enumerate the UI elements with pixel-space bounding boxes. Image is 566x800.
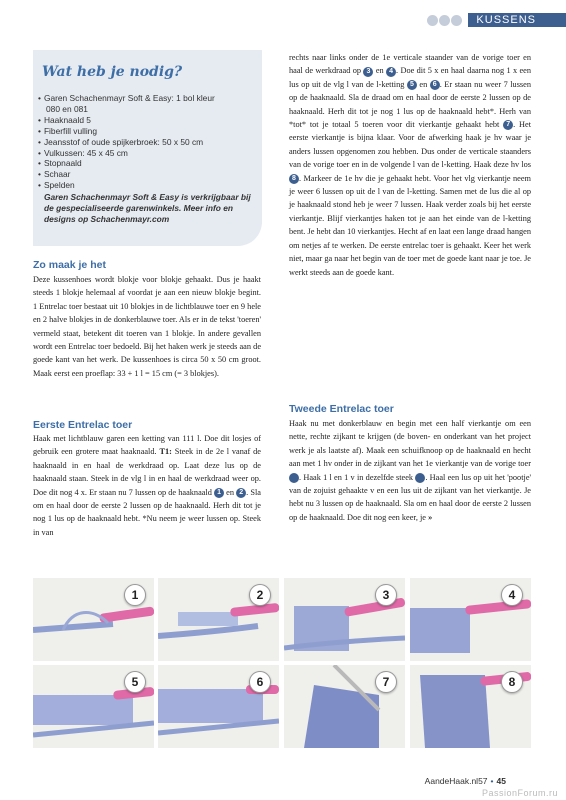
step-photo — [33, 665, 154, 748]
step-ref-8: 8 — [289, 174, 299, 184]
materials-item: • Fiberfill vulling — [38, 126, 263, 137]
step-badge: 3 — [375, 584, 397, 606]
materials-item: 080 en 081 — [46, 103, 88, 114]
materials-item: • Spelden — [38, 180, 263, 191]
step-badge: 7 — [375, 671, 397, 693]
heading-zo-maak: Zo maak je het — [33, 259, 106, 271]
step-ref-3: 3 — [363, 67, 373, 77]
materials-item: • Garen Schachenmayr Soft & Easy: 1 bol kleur — [38, 93, 263, 104]
eerste-t3: en — [226, 487, 235, 497]
materials-item: • Stopnaald — [38, 158, 263, 169]
materials-note: Garen Schachenmayr Soft & Easy is verkrijgbaar bij de gespecialiseerde garenwinkels. Meer info en designs op Schachenmayr.com — [44, 192, 251, 224]
col2-p7: . Markeer de 1e hv die je gehaakt hebt. Voor het vlg vierkantje neem je weer 6 lussen op uit de l van de l-ketting. Samen met de lus die al op je haaknaald stond heb je weer 7 lussen. Haak verder zoals bij het eerste vierkantje. Blijf vierkantjes haken tot je aan het einde van de l-ketting bent. Je hebt dan 10 vierkantjes. Hecht af en laat een lange draad hangen om netjes af te werken. De eerste entrelac toer is gehaakt. Keer het werk niet, maar ga naar het begin van de toer met de goede kant naar je toe. Je werkt steeds aan de goede kant. — [289, 173, 531, 277]
eerste-t1: Haak met lichtblauw garen een ketting van 111 l. Doe dit losjes of gebruik een grotere maat haaknaald. — [33, 434, 261, 457]
materials-item: • Schaar — [38, 169, 263, 180]
continue-arrow: » — [428, 512, 433, 522]
step-ref-7: 7 — [503, 120, 513, 130]
step-badge: 4 — [501, 584, 523, 606]
step-ref-6: 6 — [430, 80, 440, 90]
step-photo — [33, 578, 154, 661]
step-badge: 8 — [501, 671, 523, 693]
tweede-p2: . Haak 1 l en 1 v in dezelfde steek — [299, 472, 414, 482]
step-badge: 6 — [249, 671, 271, 693]
header-dot — [451, 15, 462, 26]
materials-item: • Vulkussen: 45 x 45 cm — [38, 148, 263, 159]
header-dot — [427, 15, 438, 26]
step-ref-9 — [289, 473, 299, 483]
col2-p2: en — [375, 66, 384, 76]
eerste-paragraph — [33, 432, 261, 539]
footer-site: AandeHaak.nl — [424, 776, 479, 786]
step-ref-4: 4 — [386, 67, 396, 77]
heading-eerste-entrelac: Eerste Entrelac toer — [33, 419, 133, 431]
materials-list — [38, 93, 263, 191]
tweede-text — [289, 417, 531, 524]
col2-p3: . Doe dit 5 x en haal daarna nog 1 x een lus op uit de vlg l van de l-ketting — [289, 66, 532, 89]
header-dot — [439, 15, 450, 26]
column2-paragraph — [289, 51, 531, 279]
page-footer — [425, 776, 506, 786]
step-photo — [410, 578, 531, 661]
col2-p4: en — [419, 79, 428, 89]
page-number: 45 — [496, 776, 506, 786]
eerste-text — [33, 432, 261, 539]
col2-p1: rechts naar links onder de 1e verticale staander van de vorige toer en haal de werkdraad op — [289, 53, 531, 76]
section-header — [427, 12, 566, 28]
col2-p6: . Het eerste vierkantje is bijna klaar. Voor de afwerking haak je hv waar je anders lussen opgenomen zou hebben. Dus onder de verticale staanders van de vorige toer en in de volgende l van de l-ketting. Haak deze hv los — [289, 120, 531, 170]
step-photos — [33, 578, 533, 748]
step-ref-1: 1 — [214, 488, 224, 498]
tweede-p3: . Haal een lus op uit het 'pootje' van de zojuist gehaakte v en een lus uit de zijkant van het vierkantje. Je hebt nu 3 lussen op de haaknaald. Sla om en haal door de eerste 2 lussen op de haaknaald. Doe dit nog een keer, je — [289, 472, 531, 522]
col2-p5: . Er staan nu weer 7 lussen op de haaknaald. Sla de draad om en haal door de eerste 2 lussen op de haaknaald. Herh dit tot je nog 1 lus op de haaknaald hebt*. Herh van *tot* tot je totaal 5 toeren voor dit vierkantje gehaakt hebt — [289, 79, 531, 130]
eerste-t2: Steek in de 2e l vanaf de haaknaald in en haal de werkdraad op. Laat deze lus op de haaknaald staan. Steek in de vlg l in en haal de werkdraad weer op. Doe dit nog 4 x. Er staan nu 7 lussen op de haaknaald — [33, 447, 261, 497]
step-photo — [284, 578, 405, 661]
step-badge: 5 — [124, 671, 146, 693]
materials-title: Wat heb je nodig? — [42, 64, 183, 80]
column2-text — [289, 51, 531, 279]
watermark: PassionForum.ru — [481, 788, 558, 798]
step-ref-2: 2 — [236, 488, 246, 498]
step-ref-5: 5 — [407, 80, 417, 90]
materials-item: • Jeansstof of oude spijkerbroek: 50 x 50 cm — [38, 137, 263, 148]
step-photo — [410, 665, 531, 748]
step-photo — [284, 665, 405, 748]
eerste-t4: . Sla om en haal door de eerste 2 lussen op de haaknaald. Herh dit tot je nog 1 lus op de haaknaald hebt. *Nu neem je weer lussen op. Steek in van — [33, 487, 261, 537]
zo-maak-text — [33, 273, 261, 380]
section-label: KUSSENS — [468, 13, 566, 27]
step-photo — [158, 578, 279, 661]
zo-maak-paragraph: Deze kussenhoes wordt blokje voor blokje gehaakt. Dus je haakt steeds 1 blokje helemaal af voordat je aan een nieuw blokje begint. 1 Entrelac toer bestaat uit 10 blokjes in de lichtblauwe toer en 9 hele en 2 halve blokjes in de donkerblauwe toer. Als er in de tekst 'toeren' vermeld staat, betekent dit toeren van 1 blokje. In andere gevallen wordt een Entrelac toer bedoeld. Bij het haken werk je steeds aan de goede kant van het werk. De kussenhoes is circa 50 x 50 cm groot. Maak eerst een proeflap: 33 + 1 l = 15 cm (= 3 blokjes). — [33, 275, 261, 378]
step-badge: 2 — [249, 584, 271, 606]
step-badge: 1 — [124, 584, 146, 606]
step-ref-10 — [415, 473, 425, 483]
footer-issue: 57 — [478, 776, 488, 786]
eerste-t1-label: T1: — [159, 447, 172, 457]
header-dots — [427, 15, 462, 26]
heading-tweede-entrelac: Tweede Entrelac toer — [289, 403, 394, 415]
materials-item: • Haaknaald 5 — [38, 115, 263, 126]
tweede-p1: Haak nu met donkerblauw en begin met een half vierkantje om een nette, rechte zijkant te krijgen (de boven- en onderkant van het project werk je als laatste af). Maak een schuifknoop op de haaknaald en hecht aan met 1 hv onder in de zijkant van het 1e vierkantje van de vorige toer — [289, 419, 531, 469]
footer-separator: • — [490, 776, 494, 786]
tweede-paragraph — [289, 417, 531, 524]
step-photo — [158, 665, 279, 748]
